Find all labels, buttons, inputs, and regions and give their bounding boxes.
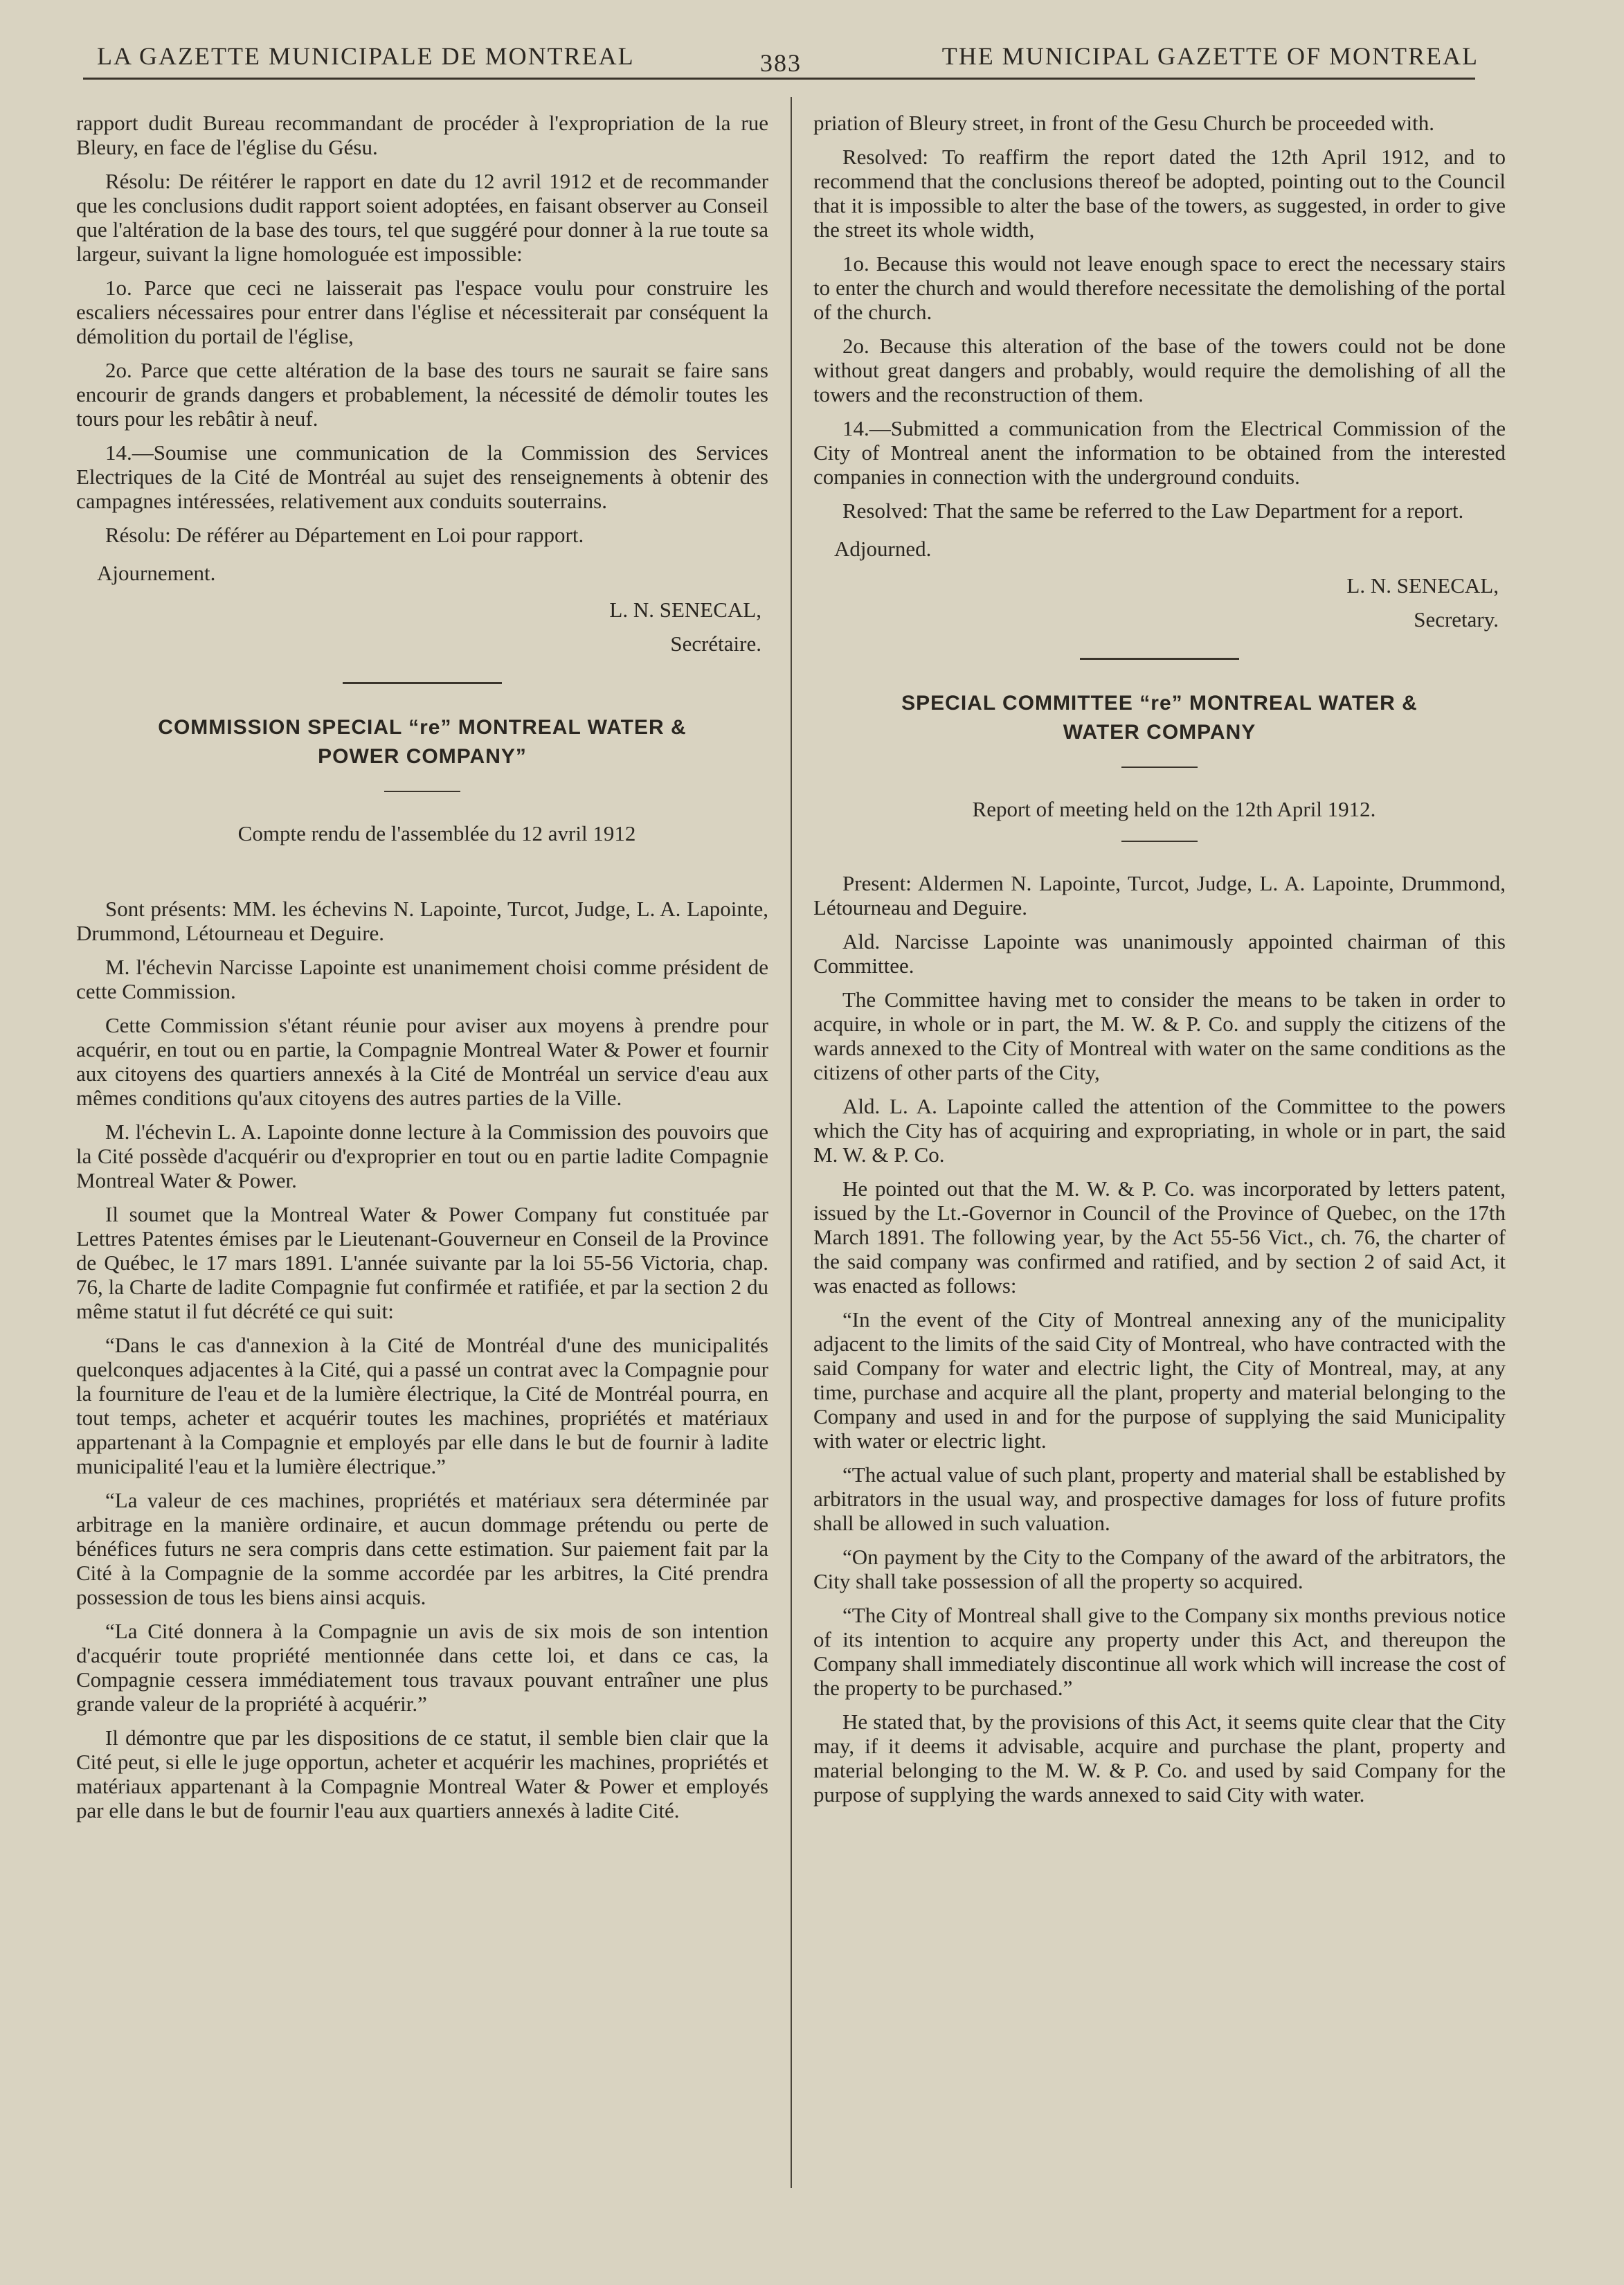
section-title-line: SPECIAL COMMITTEE “re” MONTREAL WATER & bbox=[901, 692, 1418, 715]
paragraph: 14.—Submitted a communication from the Electrical Commission of the City of Montreal anent the information to be obtained from the interested companies in connection with the underground conduits. bbox=[813, 416, 1506, 489]
report-subtitle: Report of meeting held on the 12th April 1912. bbox=[972, 797, 1376, 821]
paragraph: “In the event of the City of Montreal annexing any of the municipality adjacent to the limits of the said City of Montreal, who have contracted with the said Company for water and electric light, the City of Montreal, may, at any time, purchase and acquire all the plant, property and material belonging to the Company and used in and for the purpose of supplying the said Municipality with water or electric light. bbox=[813, 1307, 1506, 1453]
section-title bbox=[813, 689, 1506, 747]
paragraph: “The actual value of such plant, property and material shall be established by arbitrators in the usual way, and prospective damages for loss of future profits shall be allowed in such valuation. bbox=[813, 1462, 1506, 1535]
section-title bbox=[76, 713, 768, 771]
header-title-english: THE MUNICIPAL GAZETTE OF MONTREAL bbox=[941, 42, 1479, 70]
section-title-line: WATER COMPANY bbox=[1063, 721, 1256, 744]
signature-title: Secrétaire. bbox=[670, 631, 761, 656]
paragraph: Ald. Narcisse Lapointe was unanimously appointed chairman of this Committee. bbox=[813, 929, 1506, 978]
paragraph: 1o. Parce que ceci ne laisserait pas l'espace voulu pour construire les escaliers nécessaires pour entrer dans l'église et nécessiterait par conséquent la démolition du portail de l'église, bbox=[76, 276, 768, 348]
paragraph: He pointed out that the M. W. & P. Co. was incorporated by letters patent, issued by the Lt.-Governor in Council of the Province of Quebec, on the 17th March 1891. The following year, by the Act 55-56 Vict., ch. 76, the charter of the said company was confirmed and ratified, and by section 2 of said Act, it was enacted as follows: bbox=[813, 1176, 1506, 1298]
signature-name: L. N. SENECAL, bbox=[1346, 573, 1499, 598]
report-subtitle: Compte rendu de l'assemblée du 12 avril 1912 bbox=[237, 821, 636, 845]
spacer bbox=[76, 855, 768, 897]
adjourned-label: Adjourned. bbox=[834, 537, 932, 561]
paragraph: 14.—Soumise une communication de la Commission des Services Electriques de la Cité de Montréal au sujet des renseignements à obtenir des campagnes intéressées, relativement aux conduits souterrains. bbox=[76, 440, 768, 513]
column-divider bbox=[791, 97, 792, 2188]
header-title-french: LA GAZETTE MUNICIPALE DE MONTREAL bbox=[97, 42, 635, 70]
title-divider bbox=[1121, 841, 1198, 842]
section-divider bbox=[343, 682, 502, 684]
paragraph: “Dans le cas d'annexion à la Cité de Montréal d'une des municipalités quelconques adjacentes à la Cité, qui a passé un contrat avec la Compagnie pour la fourniture de l'eau et de la lumière électrique, la Cité de Montréal pourra, en tout temps, acheter et acquérir toutes les machines, propriétés et matériaux appartenant à la Compagnie et employés par elle dans le but de fournir à ladite municipalité l'eau et la lumière électrique.” bbox=[76, 1333, 768, 1478]
section-title-line: COMMISSION SPECIAL “re” MONTREAL WATER & bbox=[158, 716, 687, 739]
paragraph: M. l'échevin Narcisse Lapointe est unanimement choisi comme président de cette Commission. bbox=[76, 955, 768, 1003]
paragraph: Sont présents: MM. les échevins N. Lapointe, Turcot, Judge, L. A. Lapointe, Drummond, Létourneau et Deguire. bbox=[76, 897, 768, 945]
paragraph: Resolved: To reaffirm the report dated the 12th April 1912, and to recommend that the conclusions thereof be adopted, pointing out to the Council that it is impossible to alter the base of the towers, as suggested, in order to give the street its whole width, bbox=[813, 145, 1506, 242]
paragraph: 1o. Because this would not leave enough space to erect the necessary stairs to enter the church and would therefore necessitate the demolishing of the portal of the church. bbox=[813, 251, 1506, 324]
paragraph: Resolved: That the same be referred to the Law Department for a report. bbox=[842, 499, 1464, 523]
paragraph: The Committee having met to consider the means to be taken in order to acquire, in whole or in part, the M. W. & P. Co. and supply the citizens of the wards annexed to the City of Montreal with water on the same conditions as the citizens of other parts of the City, bbox=[813, 987, 1506, 1084]
paragraph: Cette Commission s'étant réunie pour aviser aux moyens à prendre pour acquérir, en tout ou en partie, la Compagnie Montreal Water & Power et fournir aux citoyens des quartiers annexés à la Cité de Montréal un service d'eau aux mêmes conditions qu'aux citoyens des autres parties de la Ville. bbox=[76, 1013, 768, 1110]
paragraph: 2o. Because this alteration of the base of the towers could not be done without great dangers and probably, would require the demolishing of all the towers and the reconstruction of them. bbox=[813, 334, 1506, 406]
paragraph: Present: Aldermen N. Lapointe, Turcot, Judge, L. A. Lapointe, Drummond, Létourneau and Deguire. bbox=[813, 871, 1506, 920]
paragraph: “The City of Montreal shall give to the Company six months previous notice of its intention to acquire any property under this Act, and thereupon the Company shall immediately discontinue all work which will increase the cost of the property to be purchased.” bbox=[813, 1603, 1506, 1700]
paragraph: He stated that, by the provisions of this Act, it seems quite clear that the City may, if it deems it advisable, acquire and purchase the plant, property and material belonging to the M. W. & P. Co. and used by said Company for the purpose of supplying the wards annexed to said City with water. bbox=[813, 1710, 1506, 1807]
paragraph: rapport dudit Bureau recommandant de procéder à l'expropriation de la rue Bleury, en face de l'église du Gésu. bbox=[76, 111, 768, 159]
header-rule bbox=[83, 78, 1475, 80]
adjourned-label: Ajournement. bbox=[97, 561, 216, 585]
page-number: 383 bbox=[760, 49, 802, 77]
paragraph: “On payment by the City to the Company of the award of the arbitrators, the City shall take possession of all the property so acquired. bbox=[813, 1545, 1506, 1593]
paragraph: Il soumet que la Montreal Water & Power Company fut constituée par Lettres Patentes émises par le Lieutenant-Gouverneur en Conseil de la Province de Québec, le 17 mars 1891. L'année suivante par la loi 55-56 Victoria, chap. 76, la Charte de ladite Compagnie fut confirmée et ratifiée, et par la section 2 du même statut il fut décrété ce qui suit: bbox=[76, 1202, 768, 1323]
paragraph: Résolu: De référer au Département en Loi pour rapport. bbox=[105, 523, 584, 547]
title-divider bbox=[384, 791, 460, 792]
paragraph: “La valeur de ces machines, propriétés et matériaux sera déterminée par arbitrage en la manière ordinaire, et aucun dommage prétendu ou perte de bénéfices futurs ne sera compris dans cette estimation. Sur paiement fait par la Cité à la Compagnie de la somme accordée par les arbitres, la Cité prendra possession de tous les biens ainsi acquis. bbox=[76, 1488, 768, 1609]
title-divider bbox=[1121, 767, 1198, 768]
paragraph: Ald. L. A. Lapointe called the attention of the Committee to the powers which the City has of acquiring and expropriating, in whole or in part, the said M. W. & P. Co. bbox=[813, 1094, 1506, 1167]
paragraph: M. l'échevin L. A. Lapointe donne lecture à la Commission des pouvoirs que la Cité possède d'acquérir ou d'exproprier en tout ou en partie ladite Compagnie Montreal Water & Power. bbox=[76, 1120, 768, 1192]
section-divider bbox=[1080, 658, 1239, 660]
paragraph: “La Cité donnera à la Compagnie un avis de six mois de son intention d'acquérir toute propriété mentionnée dans cette loi, et dans ce cas, la Compagnie cessera immédiatement tous travaux pouvant entraîner une plus grande valeur de la propriété à acquérir.” bbox=[76, 1619, 768, 1716]
french-column bbox=[76, 111, 768, 1832]
paragraph: 2o. Parce que cette altération de la base des tours ne saurait se faire sans encourir de grands dangers et probablement, la nécessité de démolir toutes les tours pour les rebâtir à neuf. bbox=[76, 358, 768, 431]
paragraph: priation of Bleury street, in front of the Gesu Church be proceeded with. bbox=[813, 111, 1435, 135]
paragraph: Il démontre que par les dispositions de ce statut, il semble bien clair que la Cité peut, si elle le juge opportun, acheter et acquérir les machines, propriétés et matériaux appartenant à la Compagnie Montreal Water & Power et employés par elle dans le but de fournir l'eau aux quartiers annexés à ladite Cité. bbox=[76, 1726, 768, 1822]
signature-title: Secretary. bbox=[1414, 607, 1499, 631]
section-title-line: POWER COMPANY” bbox=[318, 745, 527, 768]
signature-name: L. N. SENECAL, bbox=[609, 598, 761, 622]
paragraph: Résolu: De réitérer le rapport en date du 12 avril 1912 et de recommander que les conclusions dudit rapport soient adoptées, en faisant observer au Conseil que l'altération de la base des tours, tel que suggéré pour donner à la rue toute sa largeur, suivant la ligne homologuée est impossible: bbox=[76, 169, 768, 266]
english-column bbox=[813, 111, 1506, 1816]
